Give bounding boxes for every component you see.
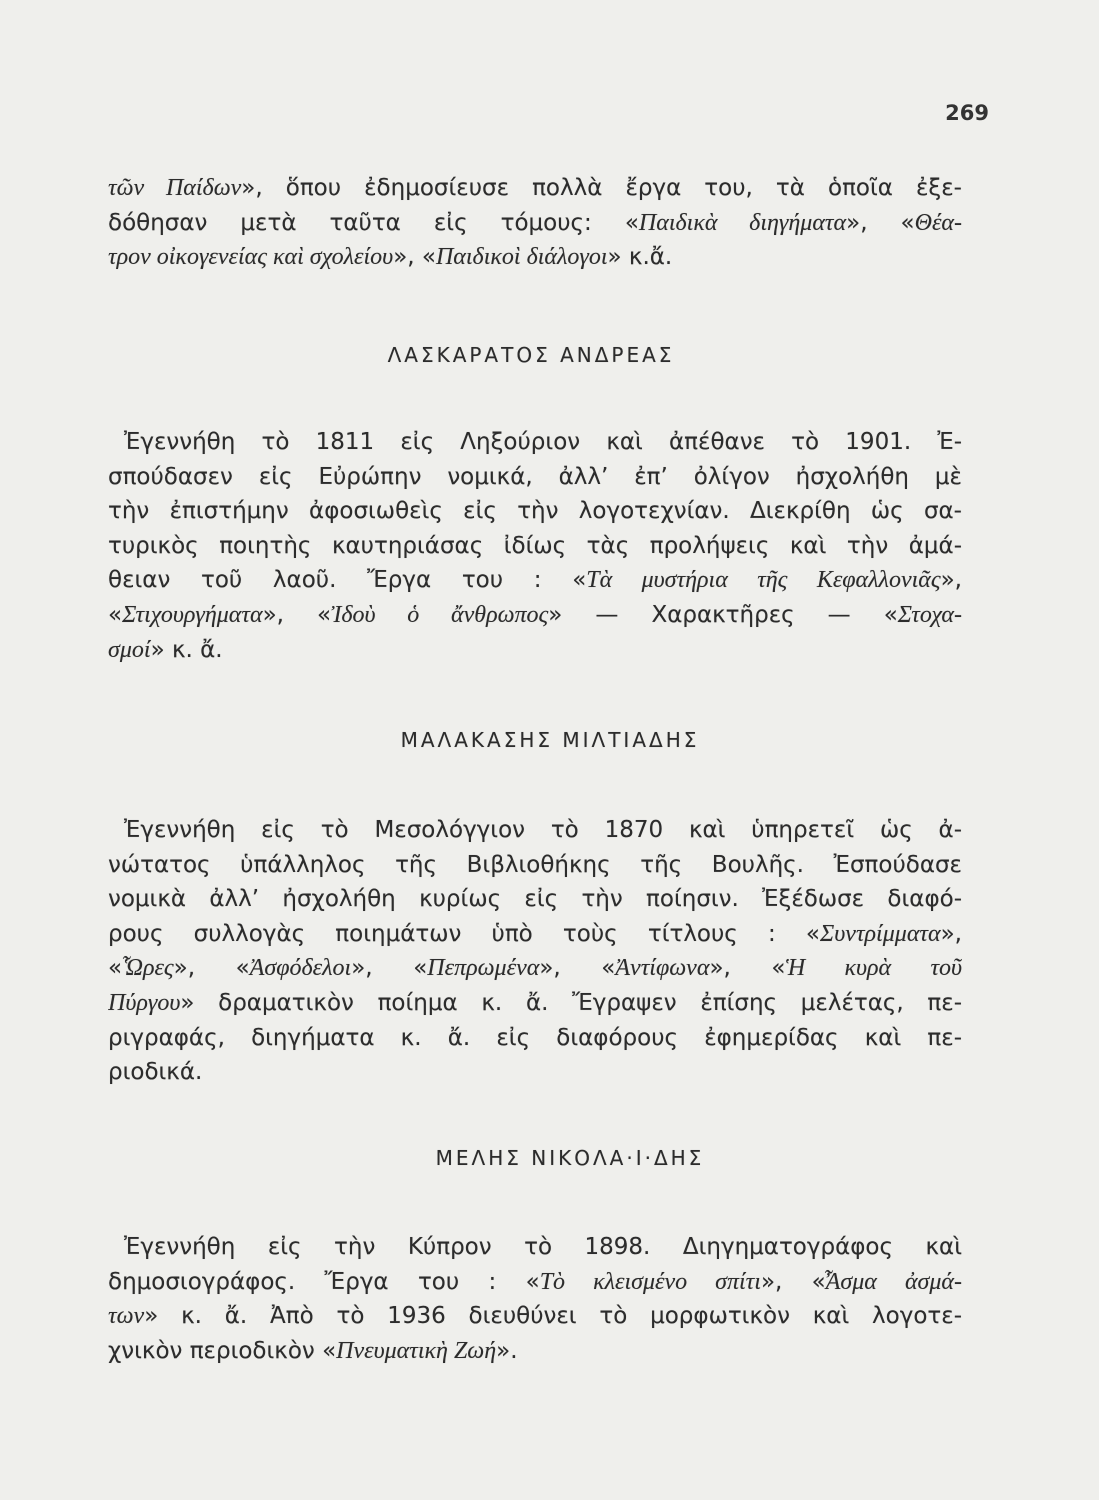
body-text: », « xyxy=(846,209,915,236)
text-line xyxy=(108,1021,962,1056)
body-text: », « xyxy=(539,955,616,982)
body-text: », « xyxy=(262,601,332,628)
italic-title-text: Παιδικοὶ διάλογοι xyxy=(435,244,608,271)
text-line xyxy=(108,848,962,883)
body-text: χνικὸν περιοδικὸν « xyxy=(108,1337,337,1364)
text-line xyxy=(108,425,962,460)
italic-title-text: Ἀντίφωνα xyxy=(615,955,710,982)
italic-title-text: Ὧρες xyxy=(122,955,174,982)
italic-title-text: Ἡ κυρὰ τοῦ xyxy=(785,955,962,982)
body-text: », « xyxy=(393,244,436,271)
body-text: », xyxy=(940,567,962,594)
text-line xyxy=(108,1265,962,1300)
body-text: ριοδικά. xyxy=(108,1059,203,1086)
italic-title-text: τρον οἰκογενείας καὶ σχολείου xyxy=(108,244,394,271)
italic-title-text: Τὸ κλεισμένο σπίτι xyxy=(539,1268,761,1295)
entry-heading: ΜΑΛΑΚΑΣΗΣ ΜΙΛΤΙΑΔΗΣ xyxy=(400,728,700,752)
body-text: Ἐγεννήθη εἰς τὸ Μεσολόγγιον τὸ 1870 καὶ ὑπηρετεῖ ὡς ἀ- xyxy=(124,817,962,843)
body-text: νομικὰ ἀλλ’ ἠσχολήθη κυρίως εἰς τὴν ποίησιν. Ἐξέδωσε διαφό- xyxy=(108,886,962,913)
italic-title-text: Ἰδοὺ ὁ ἄνθρωπος xyxy=(331,601,549,628)
text-line xyxy=(108,206,962,241)
body-text: » κ. ἄ. Ἀπὸ τὸ 1936 διευθύνει τὸ μορφωτικὸν καὶ λογοτε- xyxy=(144,1303,962,1330)
italic-title-text: Ἆσμα ἀσμά- xyxy=(825,1268,962,1295)
italic-title-text: Πνευματικὴ Ζωή xyxy=(336,1337,497,1364)
body-text: », « xyxy=(351,955,428,982)
italic-title-text: σμοί xyxy=(108,636,151,663)
body-text: τὴν ἐπιστήμην ἀφοσιωθεὶς εἰς τὴν λογοτεχνίαν. Διεκρίθη ὡς σα- xyxy=(108,498,962,525)
body-text: « xyxy=(108,955,123,982)
body-text: νώτατος ὑπάλληλος τῆς Βιβλιοθήκης τῆς Βουλῆς. Ἐσπούδασε xyxy=(108,851,962,878)
continuation-paragraph xyxy=(108,171,962,275)
entry-paragraph xyxy=(108,1230,962,1368)
text-line xyxy=(108,563,962,598)
body-text: » κ. ἄ. xyxy=(150,636,223,663)
text-line xyxy=(108,598,962,633)
body-text: », « xyxy=(760,1268,826,1295)
text-line xyxy=(108,1334,962,1369)
body-text: « xyxy=(108,601,123,628)
body-text: ριγραφάς, διηγήματα κ. ἄ. εἰς διαφόρους ἐφημερίδας καὶ πε- xyxy=(108,1024,962,1051)
body-text: Ἐγεννήθη εἰς τὴν Κύπρον τὸ 1898. Διηγηματογράφος καὶ xyxy=(124,1234,962,1260)
italic-title-text: Στιχουργήματα xyxy=(122,601,263,628)
italic-title-text: Τὰ μυστήρια τῆς Κεφαλλονιᾶς xyxy=(586,567,941,594)
text-line xyxy=(108,171,962,206)
body-text: » κ.ἄ. xyxy=(607,244,673,271)
body-text: », ὅπου ἐδημοσίευσε πολλὰ ἔργα του, τὰ ὁποῖα ἐξε- xyxy=(241,175,962,201)
body-text: », « xyxy=(709,955,786,982)
text-line xyxy=(108,529,962,564)
italic-title-text: Πύργου xyxy=(108,989,181,1016)
italic-title-text: των xyxy=(108,1303,145,1330)
body-text: » — Χαρακτῆρες — « xyxy=(548,601,898,628)
text-line xyxy=(108,813,962,848)
text-line xyxy=(108,1055,962,1090)
text-line xyxy=(108,633,962,668)
text-line xyxy=(108,460,962,495)
entry-paragraph xyxy=(108,425,962,667)
text-line xyxy=(108,1230,962,1265)
italic-title-text: Ἀσφόδελοι xyxy=(249,955,352,982)
text-line xyxy=(108,882,962,917)
body-text: τυρικὸς ποιητὴς καυτηριάσας ἰδίως τὰς προλήψεις καὶ τὴν ἀμά- xyxy=(108,532,962,559)
italic-title-text: Πεπρωμένα xyxy=(427,955,540,982)
body-text: ρους συλλογὰς ποιημάτων ὑπὸ τοὺς τίτλους : « xyxy=(108,920,821,947)
entry-heading: ΛΑΣΚΑΡΑΤΟΣ ΑΝΔΡΕΑΣ xyxy=(387,343,675,367)
page-number: 269 xyxy=(945,101,989,125)
text-line xyxy=(108,951,962,986)
italic-title-text: Παιδικὰ διηγήματα xyxy=(638,209,847,236)
body-text: Ἐγεννήθη τὸ 1811 εἰς Ληξούριον καὶ ἀπέθανε τὸ 1901. Ἐ- xyxy=(124,429,962,455)
text-line xyxy=(108,1299,962,1334)
italic-title-text: Θέα- xyxy=(914,209,962,236)
body-text: δόθησαν μετὰ ταῦτα εἰς τόμους: « xyxy=(108,209,639,236)
body-text: θειαν τοῦ λαοῦ. Ἔργα του : « xyxy=(108,567,587,594)
body-text: σπούδασεν εἰς Εὐρώπην νομικά, ἀλλ’ ἐπ’ ὀλίγον ἠσχολήθη μὲ xyxy=(108,463,962,490)
italic-title-text: τῶν Παίδων xyxy=(108,175,242,201)
body-text: δημοσιογράφος. Ἔργα του : « xyxy=(108,1268,540,1295)
italic-title-text: Στοχα- xyxy=(897,601,962,628)
italic-title-text: Συντρίμματα xyxy=(820,920,941,947)
entry-paragraph xyxy=(108,813,962,1090)
text-line xyxy=(108,494,962,529)
text-line xyxy=(108,917,962,952)
entry-heading: ΜΕΛΗΣ ΝΙΚΟΛΑ·Ι·ΔΗΣ xyxy=(435,1146,705,1170)
body-text: ». xyxy=(496,1337,518,1364)
body-text: », « xyxy=(173,955,250,982)
text-line xyxy=(108,240,962,275)
body-text: » δραματικὸν ποίημα κ. ἄ. Ἔγραψεν ἐπίσης μελέτας, πε- xyxy=(180,989,962,1016)
body-text: », xyxy=(940,920,962,947)
text-line xyxy=(108,986,962,1021)
